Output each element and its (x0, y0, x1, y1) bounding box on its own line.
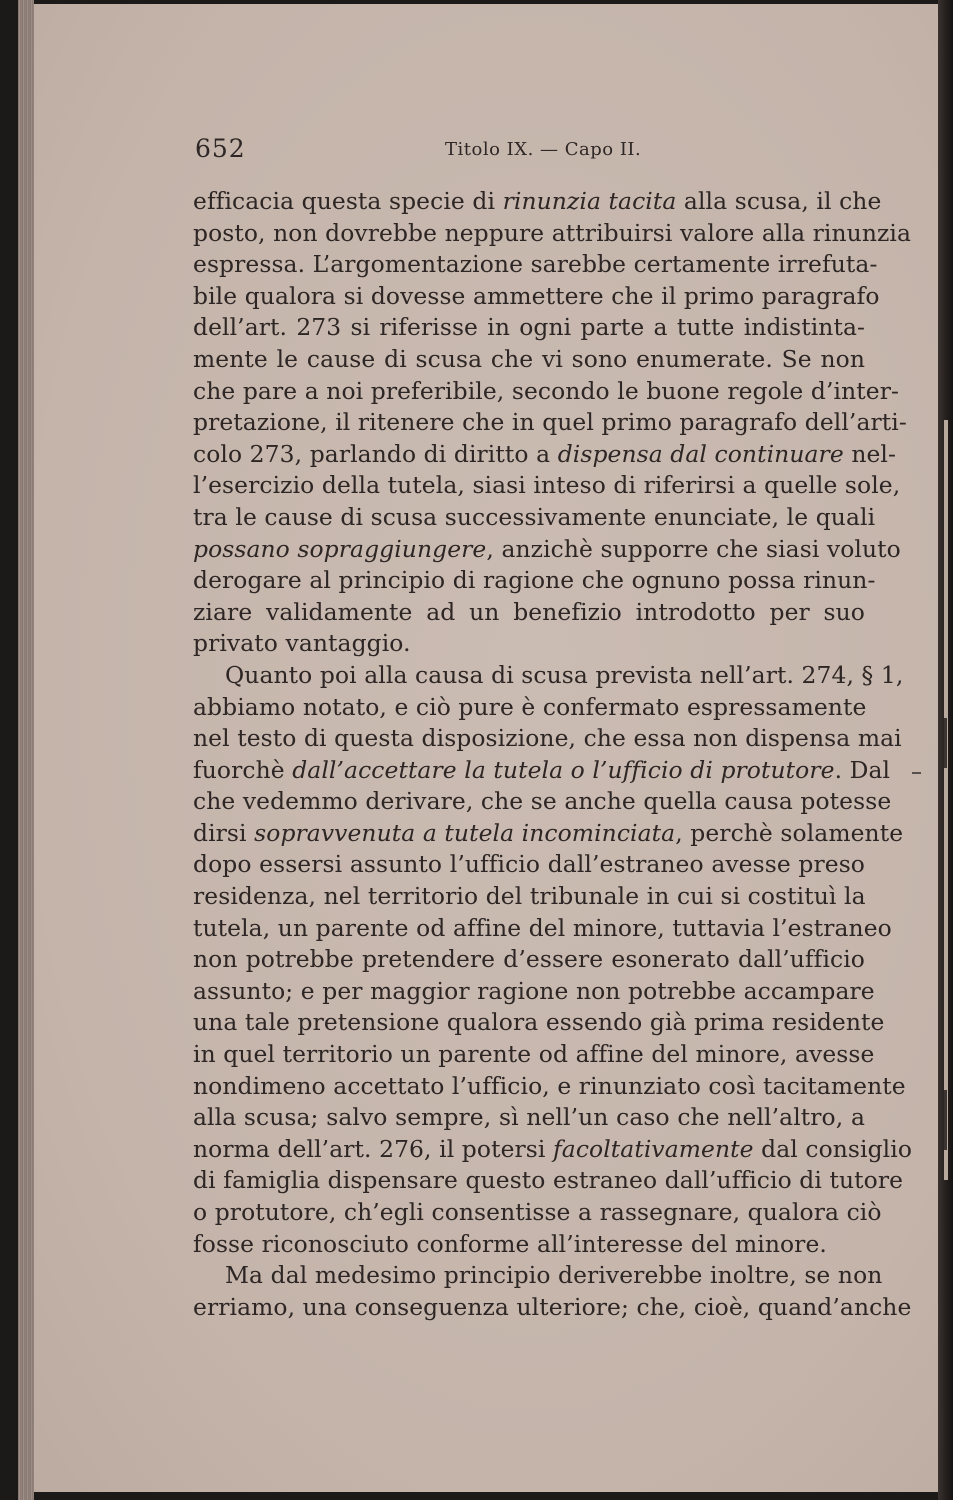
text-line (193, 976, 875, 1008)
text-line (193, 786, 892, 818)
text-segment: una tale pretensione qualora essendo già prima residente (193, 1008, 885, 1037)
margin-mark (912, 772, 921, 774)
text-segment: privato vantaggio. (193, 629, 411, 658)
text-segment: , perchè solamente (675, 818, 904, 847)
text-line (193, 502, 876, 534)
running-head: Titolo IX. — Capo II. (445, 139, 642, 160)
text-segment: fuorchè (193, 755, 293, 784)
text-segment: mente le cause di scusa che vi sono enumerate. Se non (193, 344, 865, 373)
text-segment: in quel territorio un parente od affine del minore, avesse (193, 1040, 875, 1069)
text-line (193, 186, 882, 218)
text-line (193, 692, 865, 724)
text-line (193, 344, 865, 376)
margin-bracket (944, 1090, 947, 1150)
text-line (193, 312, 865, 344)
text-segment: pretazione, il ritenere che in quel primo paragrafo dell’arti- (193, 408, 907, 437)
text-line (193, 628, 865, 660)
text-segment: posto, non dovrebbe neppure attribuirsi valore alla rinunzia (193, 218, 912, 247)
text-segment: efficacia questa specie di (193, 187, 503, 215)
text-line (193, 534, 901, 566)
text-segment: Quanto poi alla causa di scusa prevista nell’art. 274, § 1, (225, 660, 904, 689)
text-line (193, 913, 892, 945)
text-line (193, 849, 865, 881)
body-text (193, 186, 913, 1323)
text-line (193, 376, 899, 408)
page-header (195, 134, 865, 168)
text-segment: non potrebbe pretendere d’essere esonerato dall’ufficio (193, 945, 865, 974)
italic-phrase: facoltativamente (553, 1134, 754, 1163)
text-segment: ziare validamente ad un benefizio introdotto per suo (193, 597, 865, 626)
text-line (193, 723, 902, 755)
text-line (193, 249, 878, 281)
text-segment: Ma dal medesimo principio deriverebbe inoltre, se non (225, 1261, 883, 1290)
page-number: 652 (195, 134, 246, 163)
text-segment: erriamo, una conseguenza ulteriore; che, cioè, quand’anche (193, 1292, 912, 1321)
text-line (193, 439, 897, 471)
text-line (193, 1007, 885, 1039)
text-line (193, 470, 901, 502)
text-segment: abbiamo notato, e ciò pure è confermato espressamente (193, 692, 867, 721)
text-line (193, 597, 865, 629)
text-line (193, 407, 907, 439)
text-line (193, 755, 891, 787)
text-segment: bile qualora si dovesse ammettere che il primo paragrafo (193, 281, 880, 310)
text-segment: che pare a noi preferibile, secondo le buone regole d’inter- (193, 376, 899, 405)
text-segment: che vedemmo derivare, che se anche quella causa potesse (193, 787, 892, 816)
text-line (193, 1165, 904, 1197)
text-segment: tutela, un parente od affine del minore, tuttavia l’estraneo (193, 913, 892, 942)
text-line (193, 1260, 883, 1292)
italic-phrase: dall’accettare la tutela o l’ufficio di protutore (292, 755, 835, 784)
text-segment: fosse riconosciuto conforme all’interesse del minore. (193, 1229, 827, 1258)
text-line (193, 944, 865, 976)
text-segment: tra le cause di scusa successivamente enunciate, le quali (193, 502, 876, 531)
text-line (193, 1292, 912, 1324)
text-line (193, 818, 904, 850)
text-line (193, 1229, 865, 1261)
text-segment: alla scusa; salvo sempre, sì nell’un caso che nell’altro, a (193, 1103, 865, 1132)
text-line (193, 281, 880, 313)
text-segment: . Dal (834, 755, 891, 784)
text-line (193, 1039, 875, 1071)
margin-bracket (944, 718, 947, 768)
text-line (193, 1071, 906, 1103)
text-segment: alla scusa, il che (676, 187, 882, 215)
page-stack-edge (18, 0, 34, 1500)
text-segment: espressa. L’argomentazione sarebbe certamente irrefuta- (193, 250, 878, 279)
text-line (193, 660, 904, 692)
text-segment: nel- (843, 439, 897, 468)
text-segment: di famiglia dispensare questo estraneo dall’ufficio di tutore (193, 1166, 904, 1195)
text-segment: residenza, nel territorio del tribunale in cui si costituì la (193, 882, 866, 911)
text-segment: dal consiglio (753, 1134, 913, 1163)
text-segment: nel testo di questa disposizione, che essa non dispensa mai (193, 724, 902, 753)
italic-phrase: sopravvenuta a tutela incominciata (254, 818, 676, 847)
italic-phrase: possano sopraggiungere (193, 534, 487, 563)
text-segment: colo 273, parlando di diritto a (193, 439, 558, 468)
text-line (193, 565, 876, 597)
text-line (193, 218, 912, 250)
text-segment: dirsi (193, 818, 255, 847)
text-line (193, 1134, 913, 1166)
text-line (193, 881, 865, 913)
italic-phrase: dispensa dal continuare (557, 439, 844, 468)
text-segment: norma dell’art. 276, il potersi (193, 1134, 554, 1163)
text-segment: derogare al principio di ragione che ognuno possa rinun- (193, 566, 876, 595)
italic-phrase: rinunzia tacita (502, 187, 677, 215)
text-segment: l’esercizio della tutela, siasi inteso di riferirsi a quelle sole, (193, 471, 901, 500)
text-line (193, 1102, 865, 1134)
text-segment: o protutore, ch’egli consentisse a rassegnare, qualora ciò (193, 1198, 882, 1226)
text-segment: , anzichè supporre che siasi voluto (486, 534, 901, 563)
text-segment: assunto; e per maggior ragione non potrebbe accampare (193, 976, 875, 1005)
text-segment: dopo essersi assunto l’ufficio dall’estraneo avesse preso (193, 850, 865, 879)
text-line (193, 1197, 882, 1229)
text-segment: dell’art. 273 si riferisse in ogni parte a tutte indistinta- (193, 313, 865, 342)
text-segment: nondimeno accettato l’ufficio, e rinunziato così tacitamente (193, 1071, 906, 1100)
